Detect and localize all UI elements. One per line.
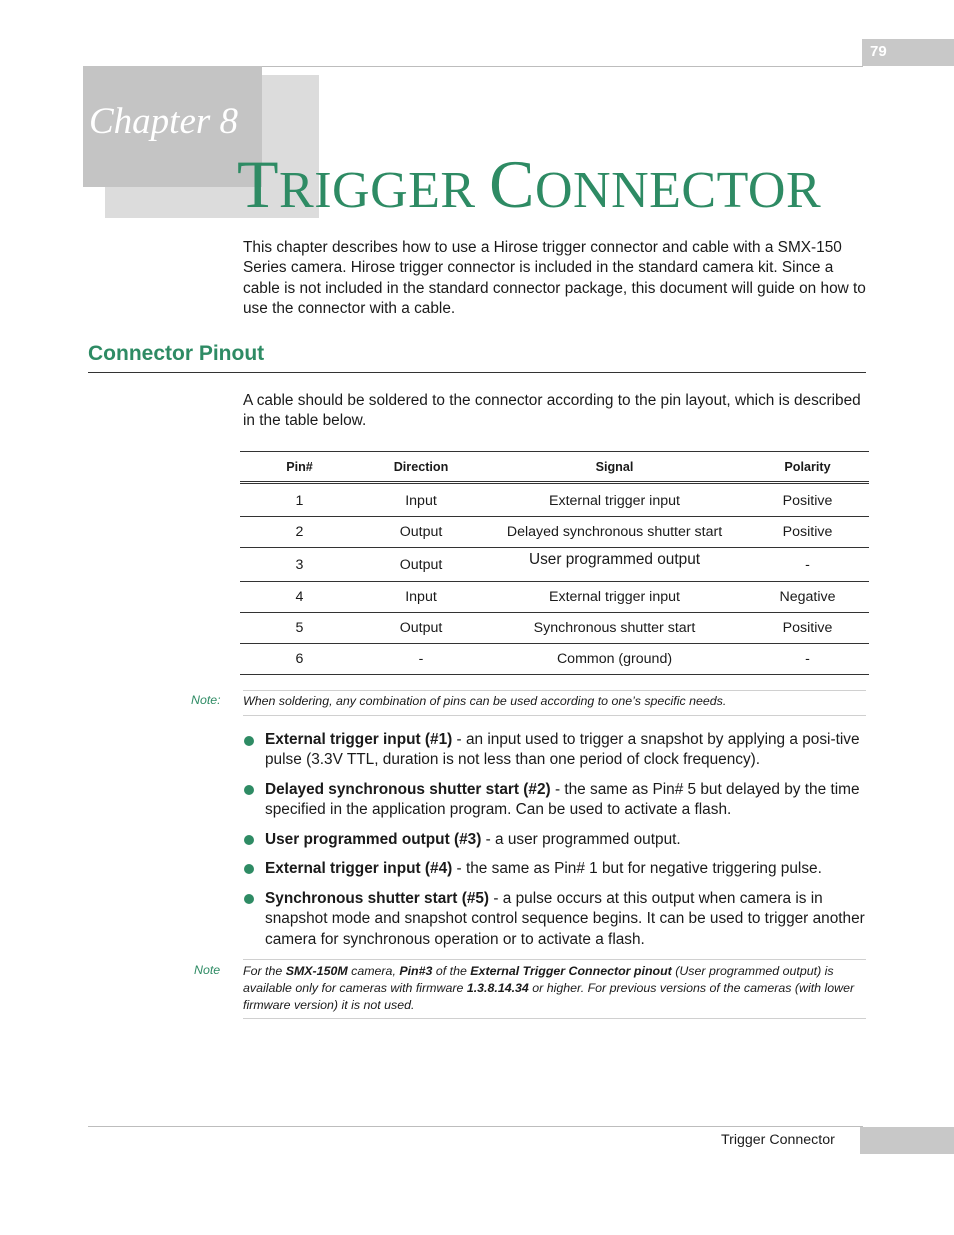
- cell-polarity: Positive: [746, 613, 869, 644]
- chapter-title: TRIGGER CONNECTOR: [237, 146, 822, 222]
- pinout-table: [240, 451, 869, 675]
- cell-pin: 1: [240, 483, 359, 517]
- header-pin: Pin#: [240, 452, 359, 483]
- section-title: Connector Pinout: [88, 342, 265, 365]
- cell-signal: User programmed output: [483, 548, 746, 582]
- header-signal: Signal: [483, 452, 746, 483]
- cell-pin: 5: [240, 613, 359, 644]
- cell-pin: 6: [240, 644, 359, 675]
- footer-text: Trigger Connector: [721, 1132, 835, 1148]
- table-row: [240, 613, 869, 644]
- cell-direction: Output: [359, 548, 483, 582]
- bullet-icon: [244, 864, 254, 874]
- cell-signal: External trigger input: [483, 483, 746, 517]
- cell-pin: 4: [240, 582, 359, 613]
- cell-polarity: Positive: [746, 517, 869, 548]
- bullet-icon: [244, 736, 254, 746]
- intro-paragraph: This chapter describes how to use a Hirose trigger connector and cable with a SMX-150 Series camera. Hirose trigger connector is included in the standard camera kit. Since a cable is not included in the standard connector package, this document will guide on how to use the connector with a cable.: [243, 239, 866, 317]
- bullet-item: External trigger input (#4) - the same as Pin# 1 but for negative triggering pulse.: [265, 860, 822, 877]
- cell-direction: Input: [359, 582, 483, 613]
- cell-direction: Output: [359, 613, 483, 644]
- bullet-icon: [244, 785, 254, 795]
- cell-pin: 3: [240, 548, 359, 582]
- page-number: 79: [870, 43, 887, 60]
- table-row: [240, 582, 869, 613]
- note-rule-top: [243, 690, 866, 691]
- section-paragraph: A cable should be soldered to the connector according to the pin layout, which is described in the table below.: [243, 392, 861, 430]
- section-rule: [88, 372, 866, 373]
- cell-polarity: Negative: [746, 582, 869, 613]
- table-row: [240, 483, 869, 517]
- cell-direction: -: [359, 644, 483, 675]
- cell-direction: Input: [359, 483, 483, 517]
- table-row: [240, 644, 869, 675]
- bullet-item: Delayed synchronous shutter start (#2) - the same as Pin# 5 but delayed by the time specified in the application program. Can be used to activate a flash.: [265, 781, 860, 819]
- footer-tab: [860, 1127, 954, 1154]
- table-row: [240, 548, 869, 582]
- cell-pin: 2: [240, 517, 359, 548]
- cell-signal: External trigger input: [483, 582, 746, 613]
- header-direction: Direction: [359, 452, 483, 483]
- cell-polarity: -: [746, 548, 869, 582]
- note2-label: Note: [194, 963, 221, 977]
- cell-signal: Synchronous shutter start: [483, 613, 746, 644]
- chapter-label: Chapter 8: [89, 101, 239, 142]
- bullet-item: User programmed output (#3) - a user programmed output.: [265, 831, 681, 848]
- footer-rule: [88, 1126, 863, 1127]
- note-rule-bottom: [243, 715, 866, 716]
- table-row: [240, 517, 869, 548]
- note2-rule-top: [243, 959, 866, 960]
- bullet-icon: [244, 835, 254, 845]
- cell-polarity: -: [746, 644, 869, 675]
- note2-rule-bottom: [243, 1018, 866, 1019]
- header-polarity: Polarity: [746, 452, 869, 483]
- table-header-row: [240, 452, 869, 483]
- note-label: Note:: [191, 693, 221, 707]
- note2-text: For the SMX-150M camera, Pin#3 of the External Trigger Connector pinout (User programmed output) is available only for cameras with firmware 1.3.8.14.34 or higher. For previous versions of the cameras (with lower firmware version) it is not used.: [243, 964, 855, 1012]
- bullet-item: External trigger input (#1) - an input used to trigger a snapshot by applying a posi-tive pulse (3.3V TTL, duration is not less than one period of clock frequency).: [265, 731, 860, 769]
- bullet-icon: [244, 894, 254, 904]
- cell-direction: Output: [359, 517, 483, 548]
- note-text: When soldering, any combination of pins can be used according to one’s specific needs.: [243, 694, 727, 708]
- cell-polarity: Positive: [746, 483, 869, 517]
- cell-signal: Delayed synchronous shutter start: [483, 517, 746, 548]
- cell-signal: Common (ground): [483, 644, 746, 675]
- bullet-item: Synchronous shutter start (#5) - a pulse occurs at this output when camera is in snapshot mode and snapshot control sequence begins. It can be used to trigger another camera for synchronous operation or to activate a flash.: [265, 890, 865, 948]
